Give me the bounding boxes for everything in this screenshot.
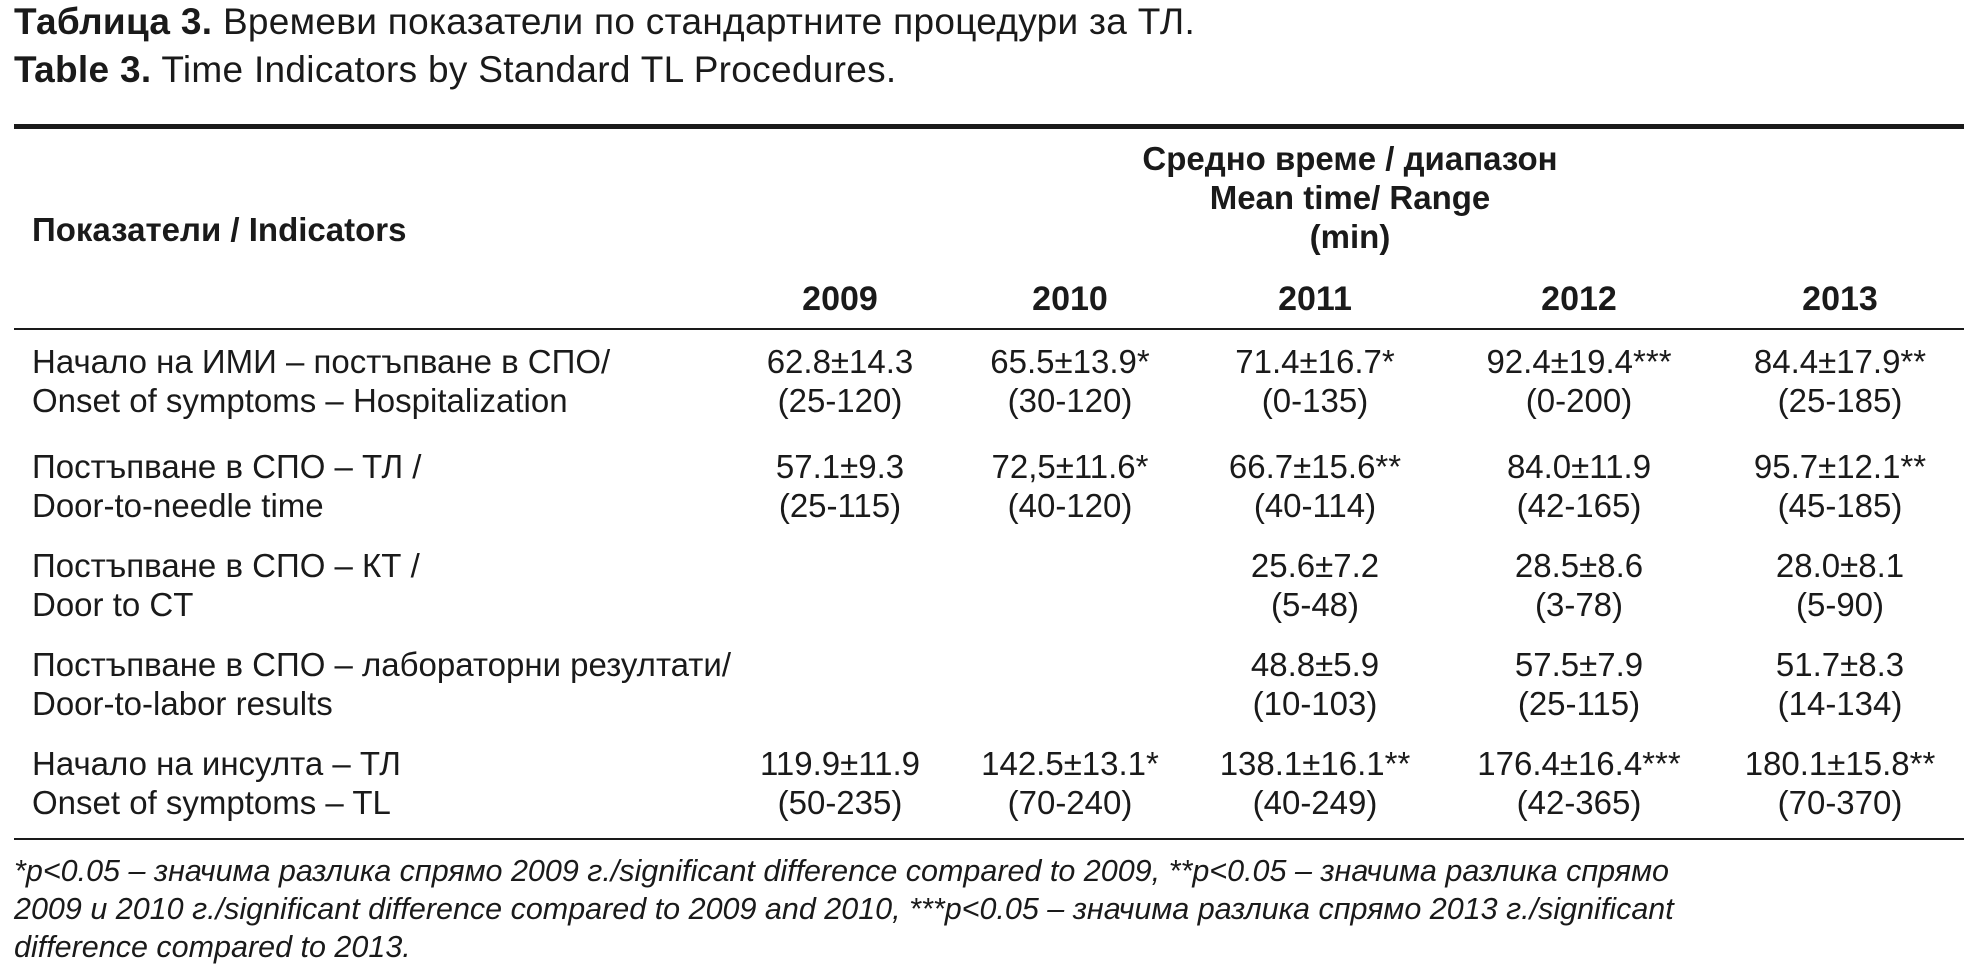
- table-cell: [1725, 342, 1955, 420]
- caption-bg-label: Таблица 3.: [14, 1, 213, 42]
- footnote-line: difference compared to 2013.: [14, 930, 411, 964]
- row-indicator-label: [32, 342, 610, 420]
- cell-mean: 28.0±8.1: [1775, 547, 1905, 584]
- cell-mean: 95.7±12.1**: [1753, 448, 1927, 485]
- row-indicator-label: [32, 447, 421, 525]
- table-cell: [1464, 645, 1694, 723]
- header-year-2012: 2012: [1541, 280, 1617, 318]
- table-cell: [1464, 744, 1694, 822]
- header-year-2009: 2009: [802, 280, 878, 318]
- header-group-line3: (min): [1309, 218, 1391, 255]
- cell-mean: 65.5±13.9*: [990, 343, 1150, 380]
- cell-mean: 51.7±8.3: [1775, 646, 1905, 683]
- table-header-rule: [14, 328, 1964, 330]
- caption-english: [14, 48, 896, 92]
- caption-bulgarian: [14, 0, 1195, 44]
- footnote-line: *p<0.05 – значима разлика спрямо 2009 г./significant difference compared to 2009, **p<0.05 – значима разлика спрямо: [14, 854, 1669, 888]
- cell-mean: 84.4±17.9**: [1753, 343, 1927, 380]
- table-cell: [1725, 744, 1955, 822]
- cell-range: (30-120): [1007, 382, 1133, 419]
- row-indicator-label: [32, 546, 420, 624]
- cell-range: (25-120): [777, 382, 903, 419]
- cell-range: (50-235): [777, 784, 903, 821]
- table-cell: [1725, 546, 1955, 624]
- cell-mean: 71.4±16.7*: [1235, 343, 1395, 380]
- cell-range: (70-370): [1777, 784, 1903, 821]
- cell-range: (0-135): [1261, 382, 1369, 419]
- row-label-bulgarian: Начало на инсулта – ТЛ: [32, 745, 401, 782]
- cell-mean: 66.7±15.6**: [1228, 448, 1402, 485]
- table-cell: [1200, 744, 1430, 822]
- table-footnote: [14, 852, 1964, 966]
- cell-range: (42-165): [1516, 487, 1642, 524]
- cell-mean: 57.1±9.3: [775, 448, 905, 485]
- table-cell: [955, 744, 1185, 822]
- table-cell: [725, 744, 955, 822]
- header-group-line2: Mean time/ Range: [1209, 179, 1491, 216]
- header-mean-time-group: [1030, 139, 1670, 256]
- cell-range: (0-200): [1525, 382, 1633, 419]
- cell-range: (25-115): [1517, 685, 1641, 722]
- cell-range: (14-134): [1777, 685, 1903, 722]
- header-year-2010: 2010: [1032, 280, 1108, 318]
- table-cell: [1725, 447, 1955, 525]
- table-cell: [1464, 342, 1694, 420]
- row-indicator-label: [32, 645, 731, 723]
- cell-range: (40-249): [1252, 784, 1378, 821]
- cell-mean: 84.0±11.9: [1506, 448, 1652, 485]
- footnote-line: 2009 и 2010 г./significant difference compared to 2009 and 2010, ***p<0.05 – значима разлика спрямо 2013 г./significant: [14, 892, 1674, 926]
- table-cell: [955, 342, 1185, 420]
- row-indicator-label: [32, 744, 401, 822]
- cell-mean: 176.4±16.4***: [1477, 745, 1681, 782]
- cell-mean: 25.6±7.2: [1250, 547, 1380, 584]
- cell-range: (10-103): [1252, 685, 1378, 722]
- cell-mean: 138.1±16.1**: [1219, 745, 1411, 782]
- header-group-line1: Средно време / диапазон: [1142, 140, 1558, 177]
- cell-mean: 48.8±5.9: [1250, 646, 1380, 683]
- table-cell: [1464, 546, 1694, 624]
- cell-range: (40-114): [1253, 487, 1377, 524]
- row-label-bulgarian: Постъпване в СПО – КТ /: [32, 547, 420, 584]
- row-label-english: Onset of symptoms – TL: [32, 784, 391, 821]
- table-cell: [1200, 342, 1430, 420]
- table-cell: [1200, 546, 1430, 624]
- cell-mean: 57.5±7.9: [1514, 646, 1644, 683]
- table-top-rule: [14, 124, 1964, 129]
- row-label-bulgarian: Постъпване в СПО – ТЛ /: [32, 448, 422, 485]
- cell-range: (25-115): [778, 487, 902, 524]
- cell-range: (42-365): [1516, 784, 1642, 821]
- row-label-english: Door to CT: [32, 586, 194, 623]
- row-label-english: Door-to-needle time: [32, 487, 324, 524]
- cell-mean: 180.1±15.8**: [1744, 745, 1936, 782]
- table-cell: [1725, 645, 1955, 723]
- cell-range: (70-240): [1007, 784, 1133, 821]
- cell-range: (25-185): [1777, 382, 1903, 419]
- cell-mean: 62.8±14.3: [766, 343, 914, 380]
- caption-en-label: Table 3.: [14, 49, 152, 90]
- table-cell: [725, 342, 955, 420]
- row-label-english: Onset of symptoms – Hospitalization: [32, 382, 568, 419]
- caption-bg-text: Времеви показатели по стандартните процедури за ТЛ.: [212, 1, 1196, 42]
- row-label-bulgarian: Постъпване в СПО – лабораторни резултати/: [32, 646, 732, 683]
- cell-range: (3-78): [1534, 586, 1624, 623]
- cell-mean: 119.9±11.9: [759, 745, 921, 782]
- caption-en-text: Time Indicators by Standard TL Procedures.: [151, 49, 897, 90]
- table-cell: [1464, 447, 1694, 525]
- cell-mean: 142.5±13.1*: [981, 745, 1159, 782]
- header-year-2013: 2013: [1802, 280, 1878, 318]
- cell-mean: 92.4±19.4***: [1486, 343, 1672, 380]
- cell-mean: 72,5±11.6*: [991, 448, 1149, 485]
- cell-range: (5-48): [1270, 586, 1360, 623]
- table-cell: [955, 447, 1185, 525]
- table-cell: [1200, 447, 1430, 525]
- row-label-english: Door-to-labor results: [32, 685, 333, 722]
- cell-range: (5-90): [1795, 586, 1885, 623]
- table-cell: [1200, 645, 1430, 723]
- table-bottom-rule: [14, 838, 1964, 840]
- cell-range: (45-185): [1777, 487, 1903, 524]
- header-year-2011: 2011: [1278, 280, 1352, 318]
- cell-range: (40-120): [1007, 487, 1133, 524]
- header-indicators: Показатели / Indicators: [32, 211, 407, 248]
- table-cell: [725, 447, 955, 525]
- cell-mean: 28.5±8.6: [1514, 547, 1644, 584]
- row-label-bulgarian: Начало на ИМИ – постъпване в СПО/: [32, 343, 611, 380]
